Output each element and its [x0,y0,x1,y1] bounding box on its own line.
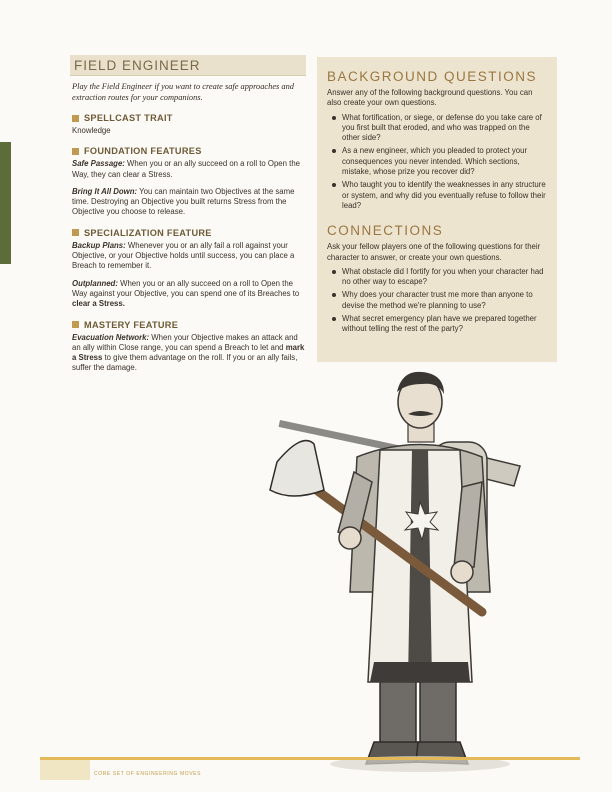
list-item: What fortification, or siege, or defense do you take care of you first built that eroded, and who was trapped on the other side? [331,113,547,144]
class-intro: Play the Field Engineer if you want to create safe approaches and extraction routes for your companions. [72,82,294,102]
section-marker-icon [72,229,79,236]
mastery-heading: MASTERY FEATURE [72,320,306,330]
foundation-feature-2: Bring It All Down: You can maintain two Objectives at the same time. Destroying an Objective you built returns Stress from the Objective you choose to release. [72,186,295,217]
foundation-feature-1: Safe Passage: When you or an ally succeed on a roll to Open the Way, they can clear a Stress. [72,159,300,179]
list-item: Who taught you to identify the weaknesses in any structure or system, and why did you eventually refuse to follow their lead? [331,180,547,211]
background-title: BACKGROUND QUESTIONS [327,69,538,84]
spellcast-text: Knowledge [72,126,111,135]
specialization-heading: SPECIALIZATION FEATURE [72,228,306,238]
footer-rule [40,757,580,760]
specialization-feature-1: Backup Plans: Whenever you or an ally fail a roll against your Objective, or your Objective holds until success, you can place a Breach to remember it. [72,240,295,271]
background-question-list [331,113,547,212]
background-intro: Answer any of the following background questions. You can also create your own questions. [327,88,533,108]
list-item: As a new engineer, which you pleaded to protect your consequences you never intended. Which sections, mistake, whose prize you recover did? [331,146,547,177]
connections-title: CONNECTIONS [327,223,444,239]
questions-panel [317,57,557,362]
connections-question-list [331,267,547,335]
section-marker-icon [72,321,79,328]
field-engineer-illustration [262,362,562,782]
page-title: FIELD ENGINEER [70,55,306,76]
section-marker-icon [72,115,79,122]
list-item: What secret emergency plan have we prepared together without telling the rest of the party? [331,314,547,335]
spellcast-heading: SPELLCAST TRAIT [72,113,306,123]
section-marker-icon [72,148,79,155]
foundation-heading: FOUNDATION FEATURES [72,146,306,156]
list-item: Why does your character trust me more than anyone to devise the method we're planning to use? [331,290,547,311]
connections-intro: Ask your fellow players one of the following questions for their character to answer, or create your own questions. [327,242,541,262]
mastery-feature-1: Evacuation Network: When your Objective makes an attack and an ally within Close range, you can spend a Breach to let and mark a Stress to give them advantage on the roll. If you or an ally fails, suffer the damage. [72,332,305,373]
footer-corner-block [40,760,90,780]
footer-running-text: CORE SET OF ENGINEERING MOVES [94,771,202,777]
specialization-feature-2: Outplanned: When you or an ally succeed on a roll to Open the Way against your Objective, you can spend one of its Breaches to clear a Stress. [72,278,300,309]
chapter-side-tab [0,142,11,264]
list-item: What obstacle did I fortify for you when your character had no other way to escape? [331,267,547,288]
left-column [70,55,306,381]
